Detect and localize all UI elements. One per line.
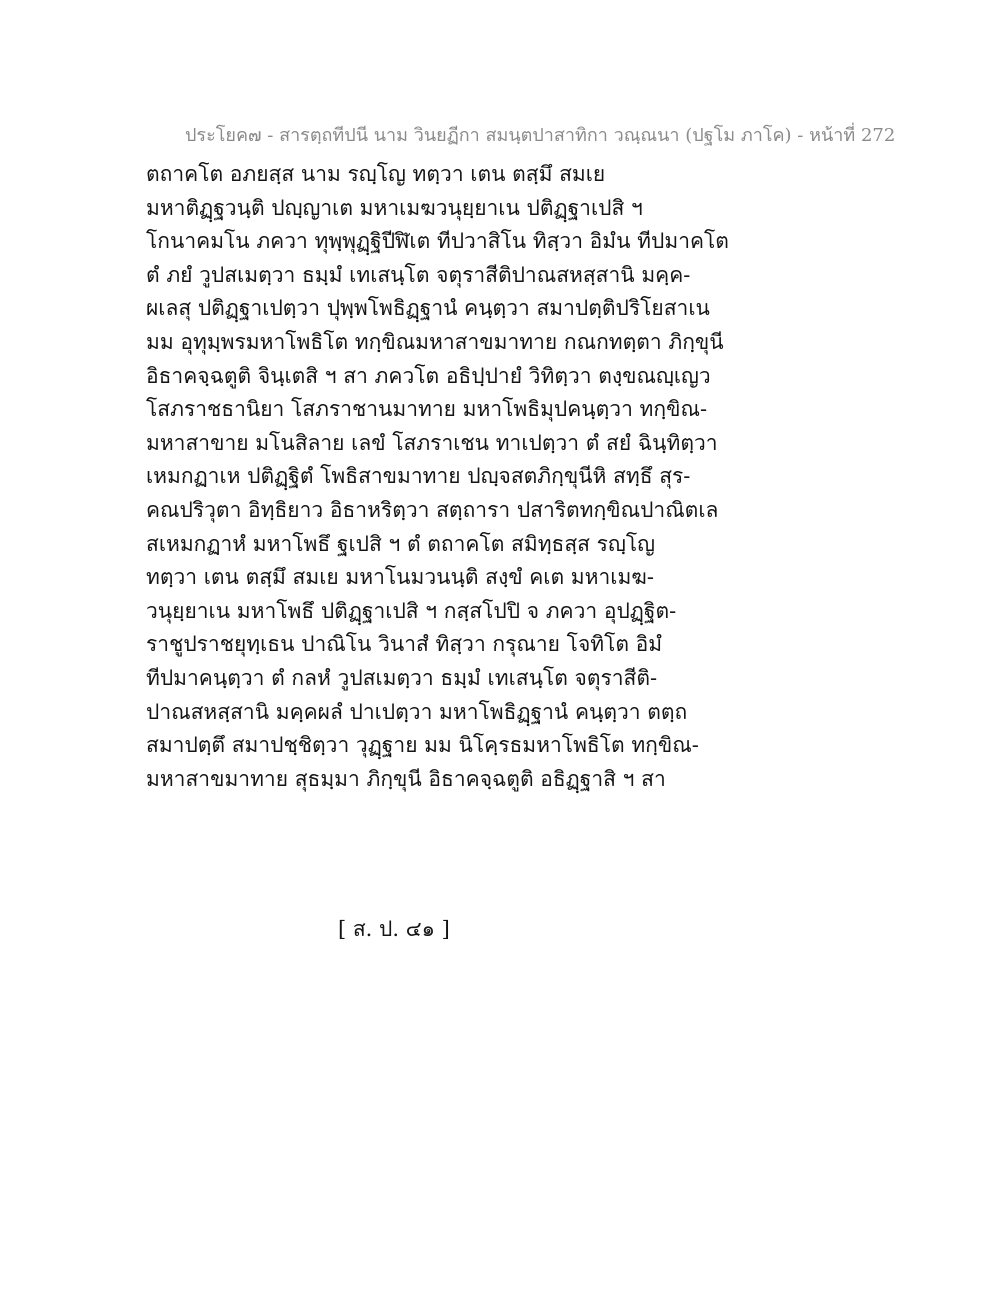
text-line: มม อุทุมฺพรมหาโพธิโต ทกฺขิณมหาสาขมาทาย กณกทตฺตา ภิกฺขุนี — [146, 329, 724, 354]
text-line: โกนาคมโน ภควา ทุพฺพุฏฺฐิปีฬิเต ทีปวาสิโน ทิสฺวา อิมํน ทีปมาคโต — [146, 229, 729, 254]
page-reference: [ ส. ป. ๔๑ ] — [338, 917, 450, 941]
text-line: มหาติฏฺฐวนฺติ ปญฺญาเต มหาเมฆวนุยฺยาเน ปติฏฺฐาเปสิ ฯ — [146, 195, 643, 220]
text-line: ตถาคโต อภยสฺส นาม รญฺโญ ทตฺวา เตน ตสฺมึ สมเย — [146, 162, 606, 186]
text-line: อิธาคจฺฉตูติ จินฺเตสิ ฯ สา ภควโต อธิปฺปายํ วิทิตฺวา ตงฺขณญฺเญว — [146, 363, 711, 388]
text-line: คณปริวุตา อิทฺธิยาว อิธาหริตฺวา สตฺถารา ปสาริตทกฺขิณปาณิตเล — [146, 497, 719, 522]
body-text — [146, 158, 846, 796]
text-line: เหมกฏาเห ปติฏฺฐิตํ โพธิสาขมาทาย ปญฺจสตภิกฺขุนีหิ สทฺธึ สุร- — [146, 464, 691, 489]
text-line: ทตฺวา เตน ตสฺมึ สมเย มหาโนมวนนฺติ สงฺขํ คเต มหาเมฆ- — [146, 565, 654, 590]
text-line: ราชูปราชยุทฺเธน ปาณิโน วินาสํ ทิสฺวา กรุณาย โจทิโต อิมํ — [146, 632, 663, 657]
text-line: ทีปมาคนฺตฺวา ตํ กลหํ วูปสเมตฺวา ธมฺมํ เทเสนฺโต จตุราสีติ- — [146, 665, 658, 690]
text-line: ผเลสุ ปติฏฺฐาเปตฺวา ปุพฺพโพธิฏฺฐานํ คนฺตฺวา สมาปตฺติปริโยสาเน — [146, 296, 710, 321]
text-line: มหาสาขมาทาย สุธมฺมา ภิกฺขุนี อิธาคจฺฉตูติ อธิฏฺฐาสิ ฯ สา — [146, 766, 666, 791]
text-line: สเหมกฏาหํ มหาโพธึ ฐเปสิ ฯ ตํ ตถาคโต สมิทฺธสฺส รญฺโญ — [146, 531, 656, 556]
text-line: มหาสาขาย มโนสิลาย เลขํ โสภราเชน ทาเปตฺวา ตํ สยํ ฉินฺทิตฺวา — [146, 430, 718, 455]
text-line: วนุยฺยาเน มหาโพธึ ปติฏฺฐาเปสิ ฯ กสฺสโปปิ จ ภควา อุปฏฺฐิต- — [146, 598, 677, 623]
text-line: ปาณสหสฺสานิ มคฺคผลํ ปาเปตฺวา มหาโพธิฏฺฐานํ คนฺตฺวา ตตฺถ — [146, 699, 688, 724]
text-line: โสภราชธานิยา โสภราชานมาทาย มหาโพธิมุปคนฺตฺวา ทกฺขิณ- — [146, 397, 708, 422]
text-line: ตํ ภยํ วูปสเมตฺวา ธมฺมํ เทเสนฺโต จตุราสีติปาณสหสฺสานิ มคฺค- — [146, 262, 691, 287]
running-header: ประโยค๗ - สารตฺถทีปนี นาม วินยฏีกา สมนฺตปาสาทิกา วณฺณนา (ปฐโม ภาโค) - หน้าที่ 272 — [185, 125, 896, 146]
text-line: สมาปตฺตึ สมาปชฺชิตฺวา วุฏฺฐาย มม นิโคฺรธมหาโพธิโต ทกฺขิณ- — [146, 733, 699, 758]
